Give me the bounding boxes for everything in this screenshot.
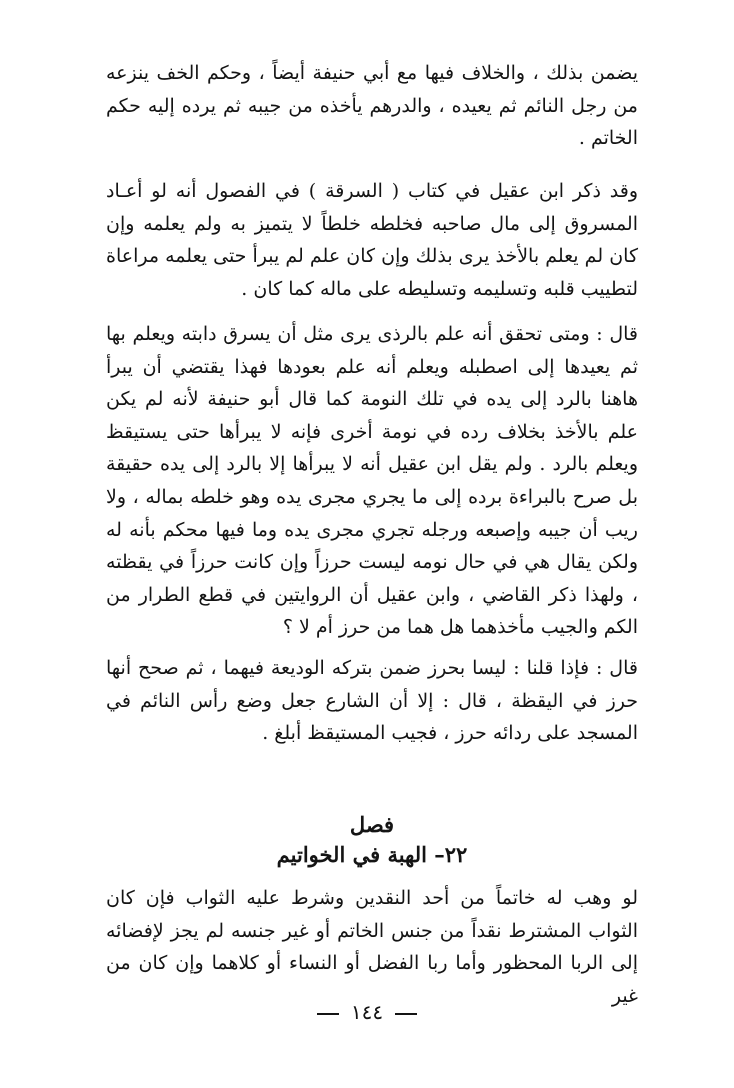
paragraph-2: وقد ذكر ابن عقيل في كتاب ( السرقة ) في الفصول أنه لو أعـاد المسروق إلى مال صاحبه فخلطه خلطاً لا يتميز به ولم يعلمه وإن كان لم يعلم بالأخذ يرى بذلك وإن كان علم لم يبرأ حتى يعلمه مراعاة لتطييب قلبه وتسليمه وتسليطه على ماله كما كان . xyxy=(106,180,638,300)
section-label: فصل xyxy=(349,812,395,837)
paragraph-1: يضمن بذلك ، والخلاف فيها مع أبي حنيفة أيضاً ، وحكم الخف ينزعه من رجل النائم ثم يعيده ، والدرهم يأخذه من جيبه ثم يرده إليه حكم الخاتم . xyxy=(106,62,638,150)
section-title: ٢٢– الهبة في الخواتيم xyxy=(276,842,468,867)
right-dash xyxy=(317,1013,339,1015)
page-number-footer xyxy=(0,1000,734,1024)
page-number: ١٤٤ xyxy=(350,1000,384,1024)
paragraph-4: قال : فإذا قلنا : ليسا بحرز ضمن بتركه الوديعة فيهما ، ثم صحح أنها حرز في اليقظة ، قال : إلا أن الشارع جعل وضع رأس النائم في المسجد على ردائه حرز ، فجيب المستيقظ أبلغ . xyxy=(106,657,638,745)
paragraph-3: قال : ومتى تحقق أنه علم بالرذى يرى مثل أن يسرق دابته ويعلم بها ثم يعيدها إلى اصطبله ويعلم أنه علم بعودها فهذا يقتضي أن يبرأ هاهنا بالرد إلى يده في تلك النومة كما قال أبو حنيفة لأنه لم يكن علم بالأخذ بخلاف رده في نومة أخرى فإنه لا يبرأها حتى يستيقظ ويعلم بالرد . ولم يقل ابن عقيل أنه لا يبرأها إلا بالرد إلى يده حقيقة بل صرح بالبراءة برده إلى ما يجري مجرى يده وهو خلطه بماله ، ولا ريب أن جيبه وإصبعه ورجله تجري مجرى يده وما فيها محكم بأنه له ولكن يقال هي في حال نومه ليست حرزاً وإن كانت حرزاً في يقظته ، ولهذا ذكر القاضي ، وابن عقيل أن الروايتين في قطع الطرار من الكم والجيب مأخذهما هل هما من حرز أم لا ؟ xyxy=(106,323,638,639)
left-dash xyxy=(395,1013,417,1015)
paragraph-5: لو وهب له خاتماً من أحد النقدين وشرط عليه الثواب فإن كان الثواب المشترط نقداً من جنس الخاتم أو غير جنسه لم يجز لإفضائه إلى الربا المحظور وأما ربا الفضل أو النساء أو كلاهما وإن كان من غير xyxy=(106,887,638,1007)
